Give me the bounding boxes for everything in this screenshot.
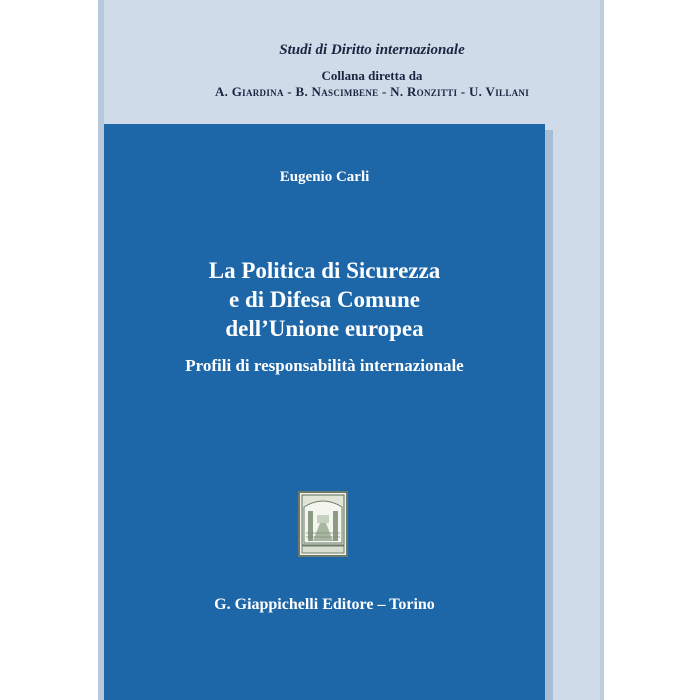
series-header: [98, 40, 604, 100]
book-title-line: e di Difesa Comune: [228, 287, 421, 312]
panel-shadow: [545, 130, 553, 700]
book-title-line: dell’Unione europea: [225, 316, 424, 341]
title-panel: [104, 124, 545, 700]
publisher-emblem-drawing: [300, 493, 346, 555]
book-title: [104, 256, 545, 343]
publisher-name: G. Giappichelli Editore – Torino: [214, 596, 435, 613]
publisher-emblem-icon: [298, 491, 348, 557]
series-directed-by: Collana diretta da: [321, 68, 423, 83]
series-title: Studi di Diritto internazionale: [279, 42, 465, 58]
book-author: Eugenio Carli: [279, 169, 370, 185]
series-editors: A. Giardina - B. Nascimbene - N. Ronzitti - U. Villani: [214, 84, 530, 99]
book-subtitle: Profili di responsabilità internazionale: [185, 356, 464, 375]
book-title-line: La Politica di Sicurezza: [208, 258, 441, 283]
